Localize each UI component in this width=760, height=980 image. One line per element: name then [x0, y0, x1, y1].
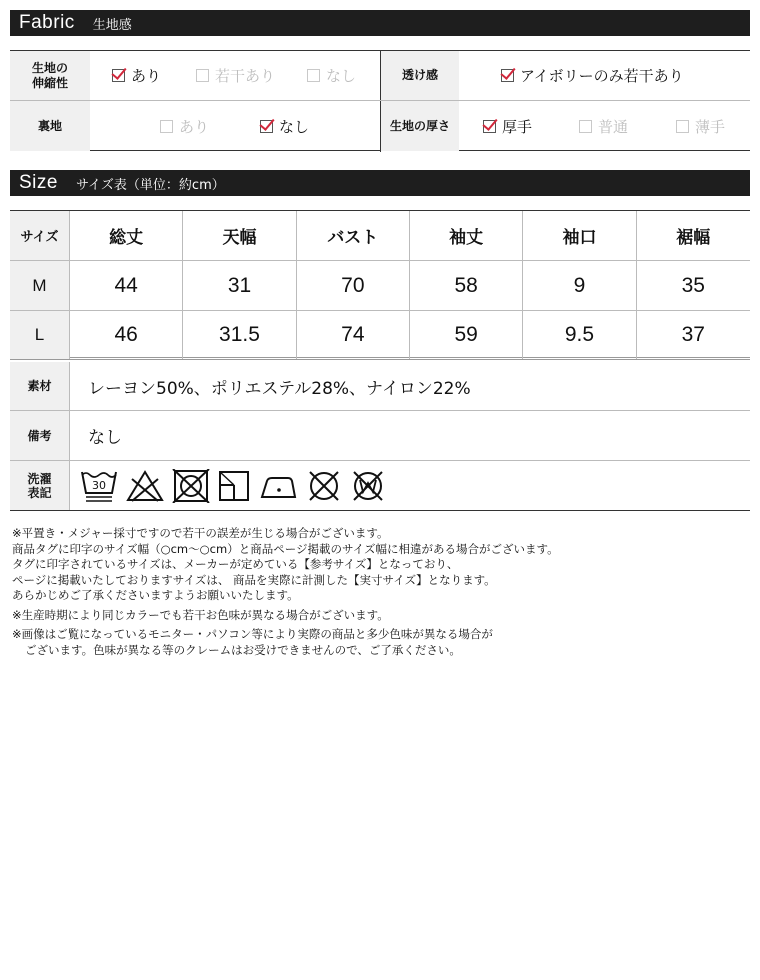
table-cell: 35 — [681, 273, 705, 297]
table-cell: 37 — [681, 323, 705, 346]
table-cell: 9 — [523, 261, 636, 310]
size-header-hem: 裾幅 — [676, 228, 711, 248]
checkbox-unchecked-icon — [196, 69, 209, 82]
lining-option-nashi[interactable]: なし — [260, 116, 309, 137]
stretch-option-nashi[interactable]: なし — [307, 65, 356, 86]
fabric-title-en: Fabric — [19, 12, 75, 33]
size-header-bust: バスト — [297, 211, 410, 260]
checkbox-checked-icon — [483, 120, 496, 133]
note-line: 商品タグに印字のサイズ幅（○cm〜○cm）と商品ページ掲載のサイズ幅に相違がある場合がございます。 — [12, 541, 559, 556]
no-tumble-dry-icon — [172, 469, 210, 503]
fabric-section-header — [10, 10, 750, 36]
sheer-option-ivory[interactable]: アイボリーのみ若干あり — [501, 65, 684, 86]
table-cell: 58 — [410, 261, 523, 310]
sheer-options — [459, 51, 750, 100]
size-title-jp: サイズ表（単位：約cm） — [75, 177, 225, 193]
checkbox-unchecked-icon — [579, 120, 592, 133]
checkbox-unchecked-icon — [307, 69, 320, 82]
table-cell: 74 — [297, 311, 410, 359]
checkbox-unchecked-icon — [676, 120, 689, 133]
size-section-header — [10, 170, 750, 196]
wash-icons — [70, 461, 750, 510]
no-bleach-icon — [126, 469, 164, 503]
remarks-row — [10, 411, 750, 461]
table-row — [10, 261, 750, 311]
note-line: あらかじめご了承くださいますようお願いいたします。 — [12, 588, 299, 602]
sheer-label: 透け感 — [381, 51, 459, 100]
checkbox-unchecked-icon — [160, 120, 173, 133]
lining-label: 裏地 — [10, 101, 90, 151]
note-line: ※平置き・メジャー採寸ですので若干の誤差が生じる場合がございます。 — [12, 526, 389, 540]
size-header-cuff: 袖口 — [523, 211, 636, 260]
notes — [12, 526, 752, 658]
size-table — [10, 210, 750, 360]
table-cell: 31 — [183, 261, 296, 310]
material-row — [10, 362, 750, 411]
remarks-value: なし — [88, 428, 122, 448]
size-title-en: Size — [19, 172, 58, 193]
table-cell: 9.5 — [523, 311, 636, 359]
no-wet-clean-icon — [350, 469, 386, 503]
fabric-title-jp: 生地感 — [92, 17, 132, 33]
svg-text:30: 30 — [92, 478, 106, 492]
material-label: 素材 — [10, 362, 70, 410]
table-row — [10, 311, 750, 359]
lining-options — [90, 101, 380, 151]
size-header-shoulder: 天幅 — [183, 211, 296, 260]
note-line: ページに掲載いたしておりますサイズは、 商品を実際に計測した【実寸サイズ】となります。 — [12, 572, 496, 587]
size-label: M — [10, 261, 70, 310]
thickness-option-normal[interactable]: 普通 — [579, 116, 676, 137]
size-header-length: 総丈 — [70, 211, 183, 260]
wash-30-gentle-icon — [80, 469, 118, 503]
iron-low-icon — [258, 469, 298, 503]
stretch-option-jakkan[interactable]: 若干あり — [196, 65, 307, 86]
wash-label: 洗濯 表記 — [10, 461, 70, 510]
note-line: タグに印字されているサイズは、メーカーが定めている【参考サイズ】となっており、 — [12, 557, 459, 571]
stretch-label: 生地の 伸縮性 — [10, 51, 90, 100]
wash-row — [10, 461, 750, 511]
thickness-option-thin[interactable]: 薄手 — [676, 116, 725, 137]
table-cell: 46 — [70, 311, 183, 359]
size-header-sleeve: 袖丈 — [410, 211, 523, 260]
note-line: ※生産時期により同じカラーでも若干お色味が異なる場合がございます。 — [12, 607, 389, 622]
thickness-options — [459, 101, 750, 151]
no-dry-clean-icon — [306, 469, 342, 503]
size-label: L — [10, 311, 70, 359]
note-line: ※画像はご覧になっているモニター・パソコン等により実際の商品と多少色味が異なる場合が — [12, 627, 493, 641]
size-table-header — [10, 211, 750, 261]
checkbox-checked-icon — [112, 69, 125, 82]
remarks-label: 備考 — [10, 411, 70, 460]
stretch-option-ari[interactable]: あり — [112, 65, 196, 86]
fabric-table — [10, 50, 750, 151]
thickness-label: 生地の厚さ — [381, 101, 459, 151]
table-cell: 70 — [297, 261, 410, 310]
lining-option-ari[interactable]: あり — [160, 116, 260, 137]
size-header-first: サイズ — [10, 211, 70, 260]
line-dry-shade-icon — [218, 469, 250, 503]
checkbox-checked-icon — [501, 69, 514, 82]
table-cell: 59 — [410, 311, 523, 359]
checkbox-checked-icon — [260, 120, 273, 133]
stretch-options — [90, 51, 380, 100]
thickness-option-thick[interactable]: 厚手 — [483, 116, 579, 137]
table-cell: 31.5 — [183, 311, 296, 359]
material-value: レーヨン50%、ポリエステル28%、ナイロン22% — [88, 378, 471, 399]
note-line: ございます。色味が異なる等のクレームはお受けできませんので、ご了承ください。 — [25, 642, 461, 657]
table-cell: 44 — [70, 261, 183, 310]
